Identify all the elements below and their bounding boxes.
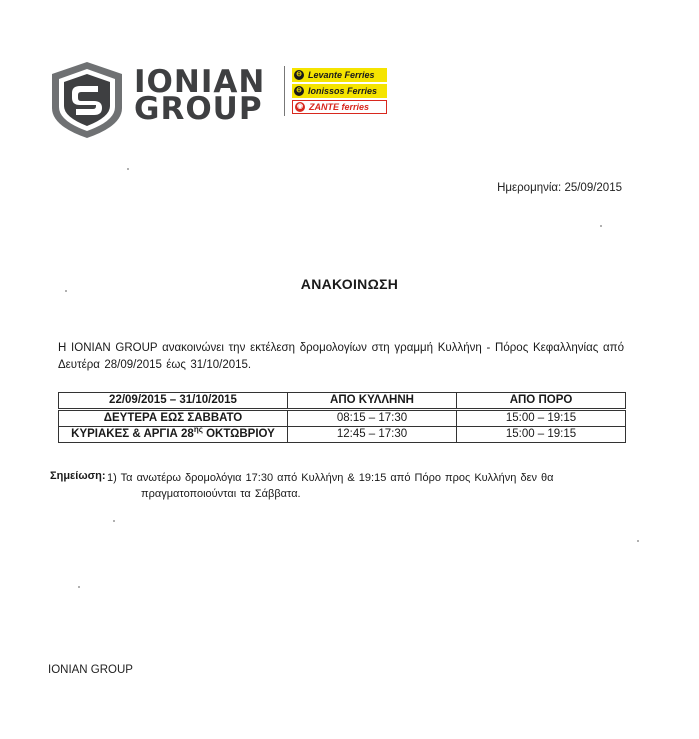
ionian-group-shield-logo [50, 60, 124, 140]
row-label [59, 427, 288, 443]
schedule-header-row [59, 393, 626, 410]
brand-zante-ferries [292, 100, 387, 114]
page-title: ΑΝΑΚΟΙΝΩΣΗ [300, 276, 399, 292]
ionissos-ferries-icon: ⊖ [294, 86, 304, 96]
from-poros-times: 15:00 – 19:15 [457, 427, 626, 443]
brand-zante-label: ZANTE ferries [309, 102, 370, 112]
logo-divider [284, 66, 285, 116]
table-row [59, 427, 626, 443]
from-poros-times: 15:00 – 19:15 [457, 410, 626, 427]
scan-speck [127, 168, 129, 170]
from-kyllini-times: 12:45 – 17:30 [288, 427, 457, 443]
note-label: Σημείωση: [50, 470, 106, 482]
row-label: ΔΕΥΤΕΡΑ ΕΩΣ ΣΑΒΒΑΤΟ [59, 410, 288, 427]
from-kyllini-times: 08:15 – 17:30 [288, 410, 457, 427]
row-label-month: ΟΚΤΩΒΡΙΟΥ [202, 428, 275, 440]
scan-speck [65, 290, 67, 292]
announcement-paragraph: Η IONIAN GROUP ανακοινώνει την εκτέλεση δρομολογίων στη γραμμή Κυλλήνη - Πόρος Κεφαλληνίας από Δευτέρα 28/09/2015 έως 31/10/2015. [58, 342, 624, 371]
row-label-main: ΚΥΡΙΑΚΕΣ & ΑΡΓΙΑ 28 [71, 428, 194, 440]
logo-wordmark-line2: GROUP [134, 91, 263, 127]
logo-wordmark-line1: IONIAN [134, 64, 266, 100]
scan-speck [637, 540, 639, 542]
schedule-table [58, 392, 626, 443]
from-kyllini-header: ΑΠΟ ΚΥΛΛΗΝΗ [288, 393, 457, 410]
brand-levante-label: Levante Ferries [308, 70, 375, 80]
zante-ferries-icon: ◉ [296, 103, 304, 110]
row-label-ordinal: ης [193, 425, 203, 435]
table-row [59, 410, 626, 427]
scan-speck [600, 225, 602, 227]
brand-levante-ferries [292, 68, 387, 82]
document-date: Ημερομηνία: 25/09/2015 [497, 182, 622, 194]
note-line-1: 1) Τα ανωτέρω δρομολόγια 17:30 από Κυλλήνη & 19:15 από Πόρο προς Κυλλήνη δεν θα [107, 472, 554, 484]
schedule-period-header: 22/09/2015 – 31/10/2015 [59, 393, 288, 410]
footer-organization: IONIAN GROUP [48, 664, 133, 676]
note-line-2: πραγματοποιούνται τα Σάββατα. [141, 488, 301, 500]
from-poros-header: ΑΠΟ ΠΟΡΟ [457, 393, 626, 410]
brand-ionissos-label: Ionissos Ferries [308, 86, 378, 96]
note-text [107, 470, 624, 502]
scan-speck [113, 520, 115, 522]
scan-speck [78, 586, 80, 588]
levante-ferries-icon: ⊖ [294, 70, 304, 80]
brand-ionissos-ferries [292, 84, 387, 98]
